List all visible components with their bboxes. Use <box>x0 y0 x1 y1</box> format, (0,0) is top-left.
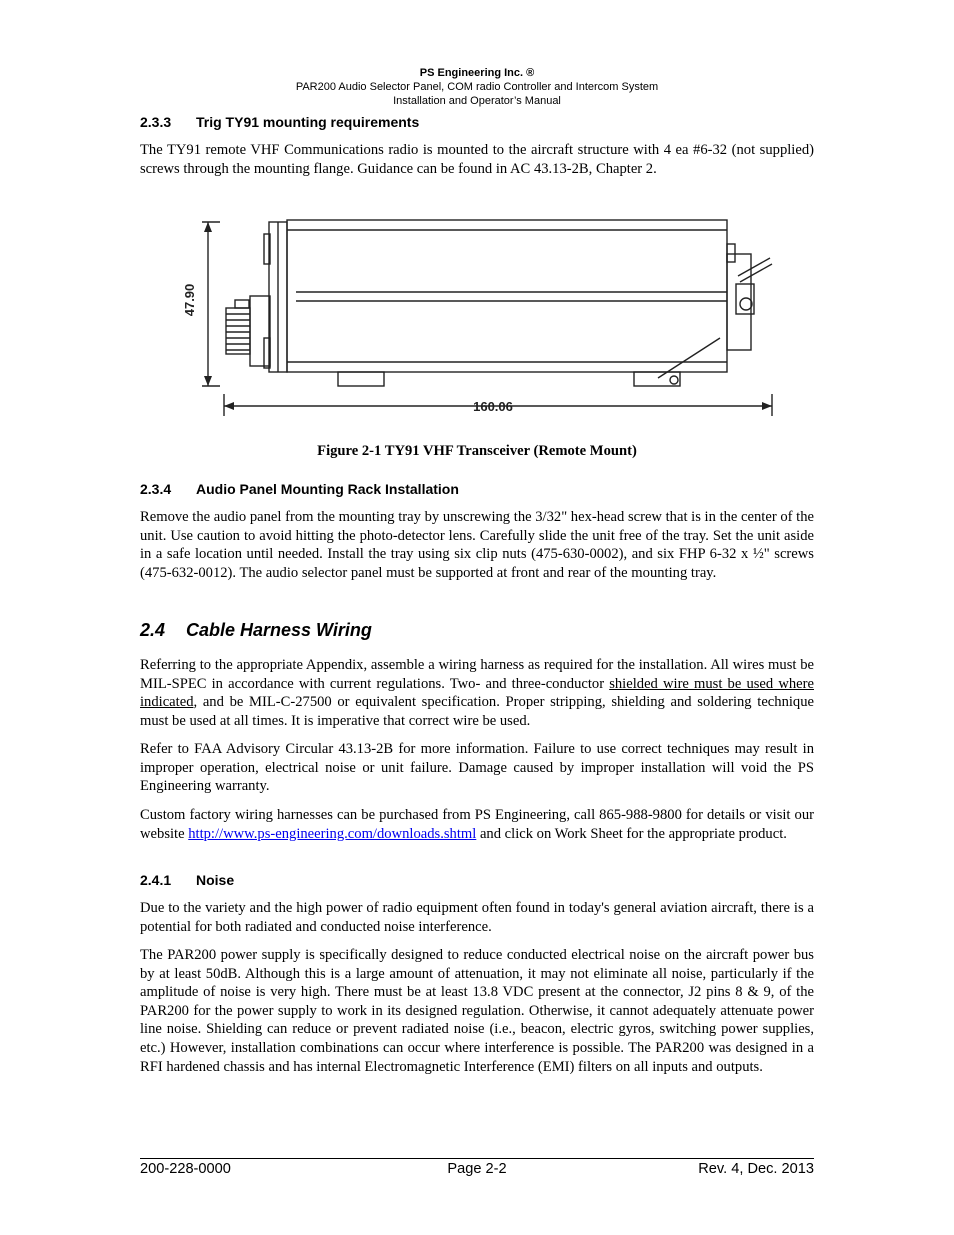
text-run: Referring to the appropriate Appendix, assemble a wiring harness as required for the installation. All wires must be MIL-SPEC in accordance with current regulations. Two- and three-conductor <box>140 657 814 692</box>
section-number: 2.4 <box>140 620 166 640</box>
section-number: 2.3.4 <box>140 481 172 497</box>
header-company: PS Engineering Inc. ® <box>419 67 535 79</box>
section-heading-2-4-1 <box>140 872 234 888</box>
header-product: PAR200 Audio Selector Panel, COM radio Controller and Intercom System <box>295 81 659 93</box>
transceiver-body <box>287 220 727 372</box>
paragraph: Refer to FAA Advisory Circular 43.13-2B for more information. Failure to use correct techniques may result in improper operation, electrical noise or unit failure. Damage caused by improper installation will void the PS Engineering warranty. <box>140 741 814 795</box>
section-title: Noise <box>196 872 235 888</box>
section-heading-2-3-4 <box>140 481 459 497</box>
section-heading-2-4 <box>140 620 372 641</box>
bnc-connector <box>250 296 270 366</box>
footer-revision: Rev. 4, Dec. 2013 <box>698 1161 814 1177</box>
underlined-text: shielded wire must be used where indicated <box>140 675 814 711</box>
footer-rule <box>140 1158 814 1159</box>
text-run: , and be MIL-C-27500 or equivalent specification. Proper stripping, shielding and soldering technique must be used at all times. It is imperative that correct wire be used. <box>140 694 814 729</box>
figure-caption: Figure 2-1 TY91 VHF Transceiver (Remote Mount) <box>317 443 637 459</box>
text-run: Custom factory wiring harnesses can be purchased from PS Engineering, call 865-988-9800 for details or visit our website <box>140 807 814 842</box>
text-run: and click on Work Sheet for the appropriate product. <box>476 825 787 842</box>
section-heading-2-3-3 <box>140 114 419 130</box>
foot-left <box>338 372 384 386</box>
footer-doc-number: 200-228-0000 <box>140 1161 231 1177</box>
page-header <box>140 66 814 108</box>
paragraph: Due to the variety and the high power of radio equipment often found in today's general aviation aircraft, there is a potential for both radiated and conducted noise interference. <box>140 900 814 935</box>
footer-page-number: Page 2-2 <box>447 1161 507 1177</box>
section-number: 2.3.3 <box>140 114 172 130</box>
paragraph <box>140 806 814 843</box>
header-manual: Installation and Operator’s Manual <box>393 95 561 107</box>
paragraph <box>140 656 814 730</box>
height-dimension-label: 47.90 <box>182 283 197 317</box>
rear-bracket <box>727 254 751 350</box>
section-title: Audio Panel Mounting Rack Installation <box>196 481 459 497</box>
ty91-drawing <box>182 196 790 436</box>
paragraph: Remove the audio panel from the mounting tray by unscrewing the 3/32" hex-head screw that is in the center of the unit. Use caution to avoid hitting the photo-detector lens. Carefully slide the unit free of the tray. Set the unit aside in a safe location until needed. Install the tray using six clip nuts (475-630-0002), and six FHP 6-32 x ½" screws (475-632-0012). The audio selector panel must be supported at front and rear of the mounting tray. <box>140 509 814 581</box>
section-title: Trig TY91 mounting requirements <box>196 114 420 130</box>
downloads-link[interactable]: http://www.ps-engineering.com/downloads.shtml <box>188 825 477 842</box>
section-number: 2.4.1 <box>140 872 172 888</box>
paragraph: The PAR200 power supply is specifically designed to reduce conducted electrical noise on the aircraft power bus by at least 50dB. Although this is a large amount of attenuation, it may not eliminate all noise, particularly if the amplitude of noise is very high. There must be at least 13.8 VDC present at the connector, J2 pins 8 & 9, of the PAR200 for the power supply to work in its designed regulation. Otherwise, it cannot adequately attenuate power line noise. Shielding can reduce or prevent radiated noise (i.e., beacon, electric gyros, switching power supplies, etc.) However, installation combinations can occur where interference is possible. The PAR200 was designed in a RFI hardened chassis and has internal Electromagnetic Interference (EMI) filters on all inputs and outputs. <box>140 947 814 1075</box>
section-title: Cable Harness Wiring <box>186 620 372 640</box>
paragraph: The TY91 remote VHF Communications radio is mounted to the aircraft structure with 4 ea #6-32 (not supplied) screws through the mounting flange. Guidance can be found in AC 43.13-2B, Chapter 2. <box>140 142 814 177</box>
width-dimension-label: 160.06 <box>473 399 513 414</box>
